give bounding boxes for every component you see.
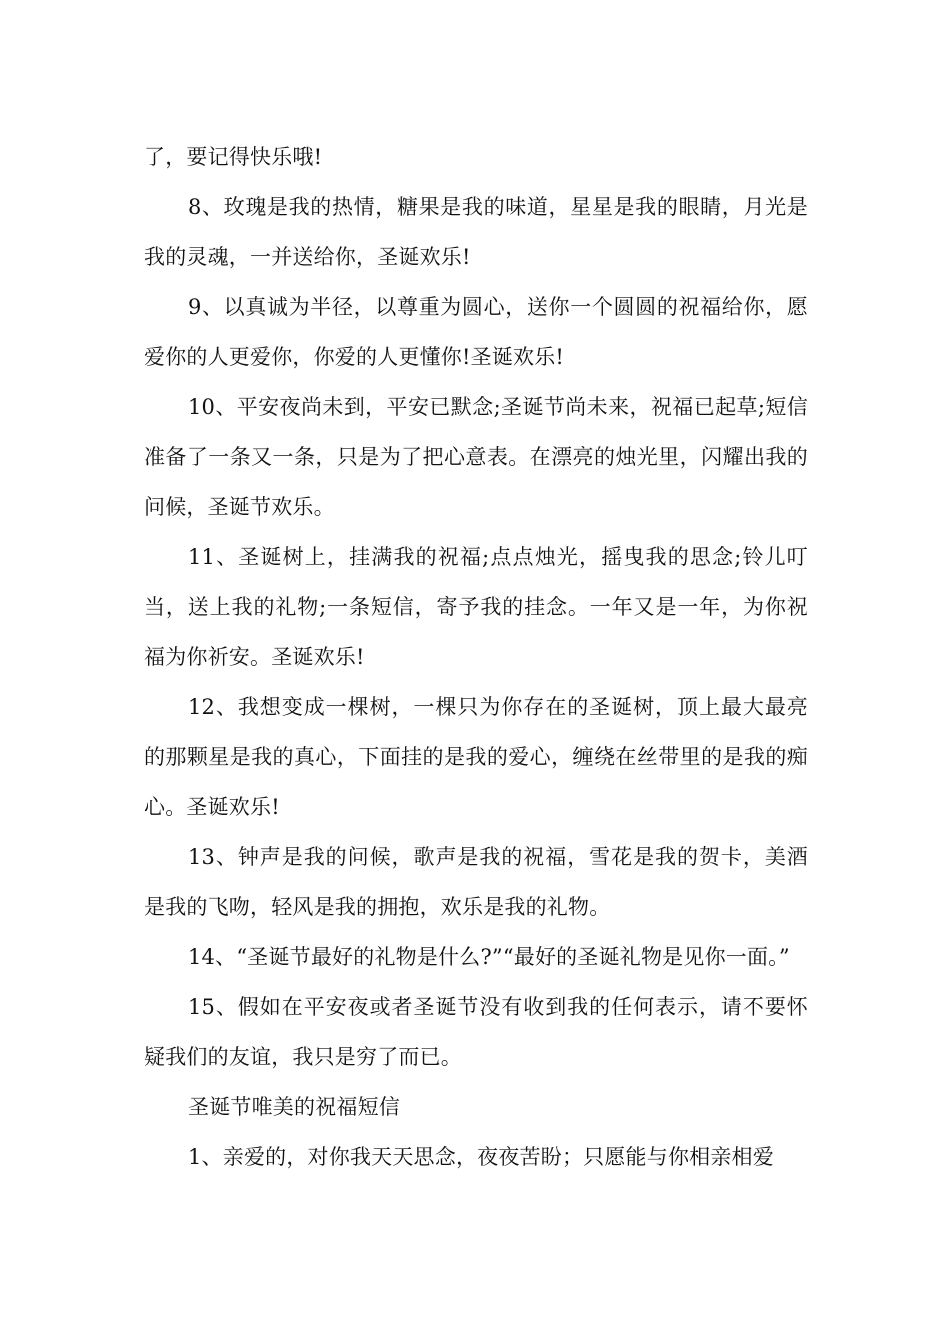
paragraph-item-15: 15、假如在平安夜或者圣诞节没有收到我的任何表示，请不要怀疑我们的友谊，我只是穷了而已。: [144, 995, 808, 1069]
paragraph-item-9: 9、以真诚为半径，以尊重为圆心，送你一个圆圆的祝福给你，愿爱你的人更爱你，你爱的人更懂你!圣诞欢乐!: [144, 295, 808, 369]
paragraph-item-8: 8、玫瑰是我的热情，糖果是我的味道，星星是我的眼睛，月光是我的灵魂，一并送给你，圣诞欢乐!: [144, 195, 808, 269]
paragraph-item-11: 11、圣诞树上，挂满我的祝福;点点烛光，摇曳我的思念;铃儿叮当，送上我的礼物;一条短信，寄予我的挂念。一年又是一年，为你祝福为你祈安。圣诞欢乐!: [144, 545, 808, 669]
paragraph-item-1: 1、亲爱的，对你我天天思念，夜夜苦盼；只愿能与你相亲相爱: [188, 1145, 774, 1169]
document-body: [144, 132, 808, 1182]
paragraph-item-13: 13、钟声是我的问候，歌声是我的祝福，雪花是我的贺卡，美酒是我的飞吻，轻风是我的拥抱，欢乐是我的礼物。: [144, 845, 808, 919]
paragraph-continuation: 了，要记得快乐哦!: [144, 145, 323, 169]
paragraph-item-14: 14、“圣诞节最好的礼物是什么?”“最好的圣诞礼物是见你一面。”: [188, 945, 790, 969]
paragraph-item-10: 10、平安夜尚未到，平安已默念;圣诞节尚未来，祝福已起草;短信准备了一条又一条，只是为了把心意表。在漂亮的烛光里，闪耀出我的问候，圣诞节欢乐。: [144, 395, 808, 519]
section-heading: 圣诞节唯美的祝福短信: [188, 1095, 400, 1119]
paragraph-item-12: 12、我想变成一棵树，一棵只为你存在的圣诞树，顶上最大最亮的那颗星是我的真心，下面挂的是我的爱心，缠绕在丝带里的是我的痴心。圣诞欢乐!: [144, 695, 808, 819]
